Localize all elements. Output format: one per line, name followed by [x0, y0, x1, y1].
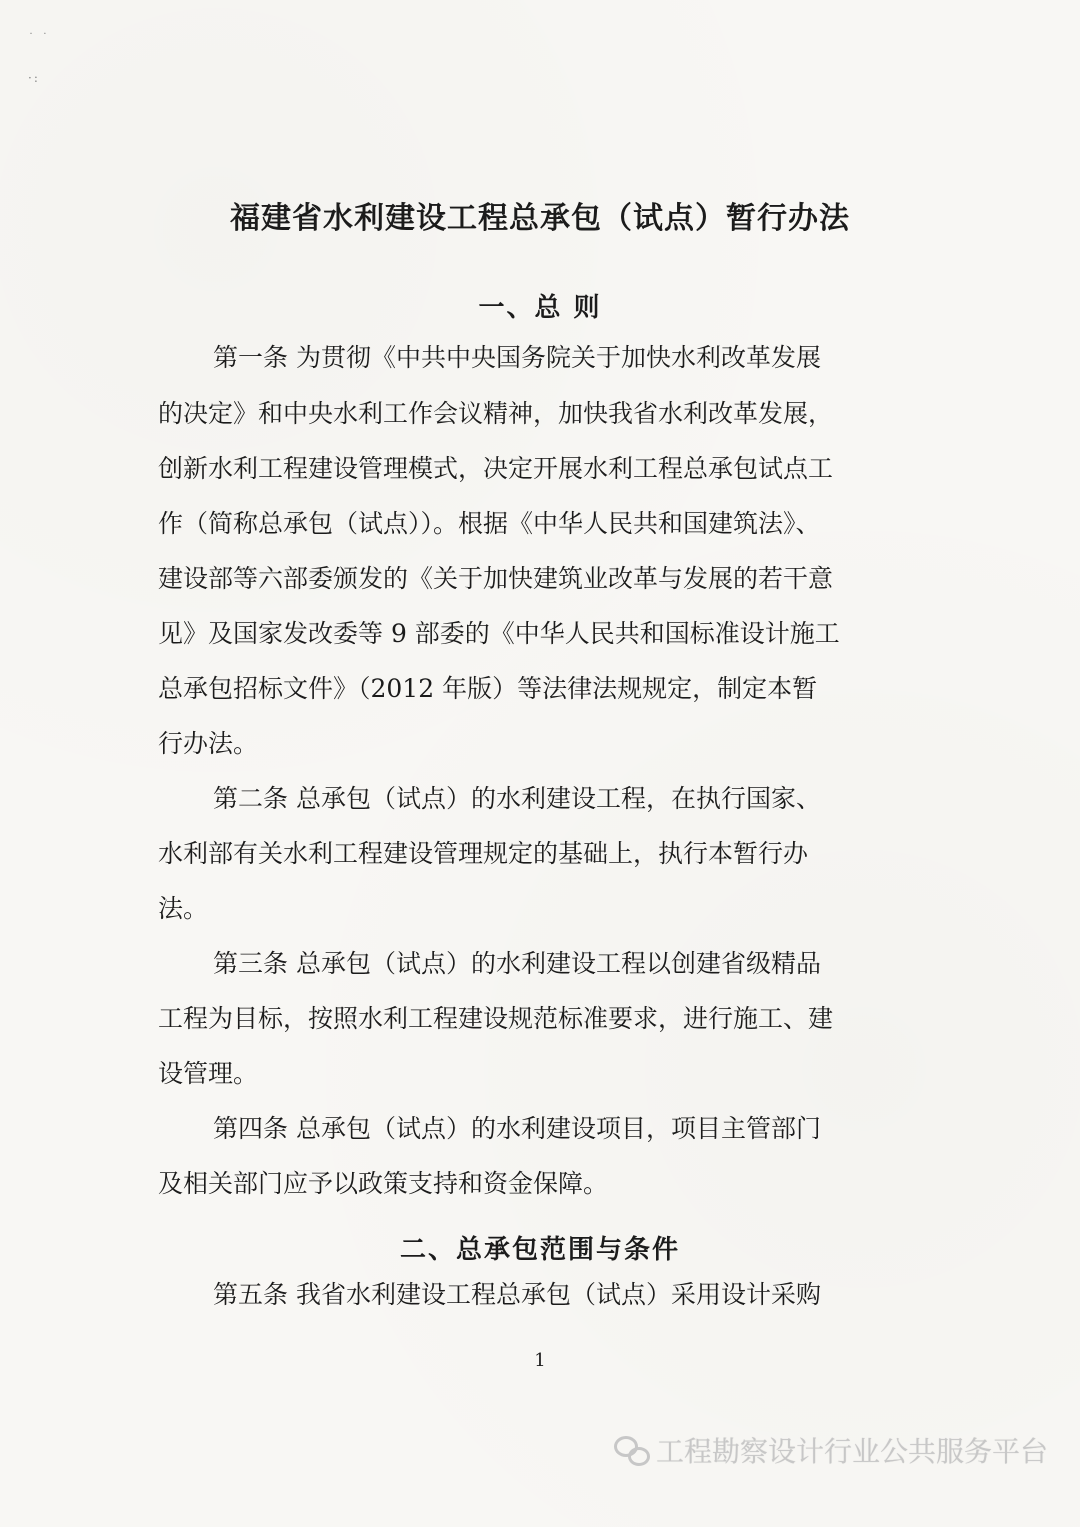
article-1-line-5: 建设部等六部委颁发的《关于加快建筑业改革与发展的若干意 [158, 564, 834, 593]
article-2-line-1: 第二条 总承包（试点）的水利建设工程，在执行国家、 [213, 784, 821, 813]
article-1-line-7: 总承包招标文件》（2012 年版）等法律法规规定，制定本暂 [158, 674, 818, 703]
article-1-line-2: 的决定》和中央水利工作会议精神，加快我省水利改革发展， [158, 399, 834, 428]
article-1-line-4: 作（简称总承包（试点））。根据《中华人民共和国建筑法》、 [158, 509, 821, 538]
wechat-icon [614, 1435, 648, 1465]
article-1-line-1: 第一条 为贯彻《中共中央国务院关于加快水利改革发展 [213, 343, 821, 372]
article-1-line-8: 行办法。 [158, 729, 259, 758]
article-4-line-1: 第四条 总承包（试点）的水利建设项目，项目主管部门 [213, 1114, 821, 1143]
scan-specks: ˙ ˙ ·: [28, 31, 50, 85]
article-2-line-2: 水利部有关水利工程建设管理规定的基础上，执行本暂行办 [158, 839, 809, 868]
watermark-text: 工程勘察设计行业公共服务平台 [655, 1435, 1048, 1468]
article-3-line-1: 第三条 总承包（试点）的水利建设工程以创建省级精品 [213, 949, 821, 978]
article-3-line-2: 工程为目标，按照水利工程建设规范标准要求，进行施工、建 [158, 1004, 834, 1033]
article-4-line-2: 及相关部门应予以政策支持和资金保障。 [158, 1169, 609, 1198]
article-5-line-1: 第五条 我省水利建设工程总承包（试点）采用设计采购 [213, 1280, 821, 1309]
article-1-line-6: 见》及国家发改委等 9 部委的《中华人民共和国标准设计施工 [158, 619, 840, 648]
page-number: 1 [534, 1350, 546, 1371]
section-heading-scope: 二、总承包范围与条件 [399, 1235, 680, 1265]
article-3-line-3: 设管理。 [158, 1059, 259, 1088]
article-2-line-3: 法。 [158, 894, 209, 923]
watermark [614, 1430, 1048, 1470]
document-title: 福建省水利建设工程总承包（试点）暂行办法 [230, 201, 850, 236]
section-heading-general: 一、总 则 [478, 293, 602, 323]
article-1-line-3: 创新水利工程建设管理模式，决定开展水利工程总承包试点工 [158, 454, 834, 483]
